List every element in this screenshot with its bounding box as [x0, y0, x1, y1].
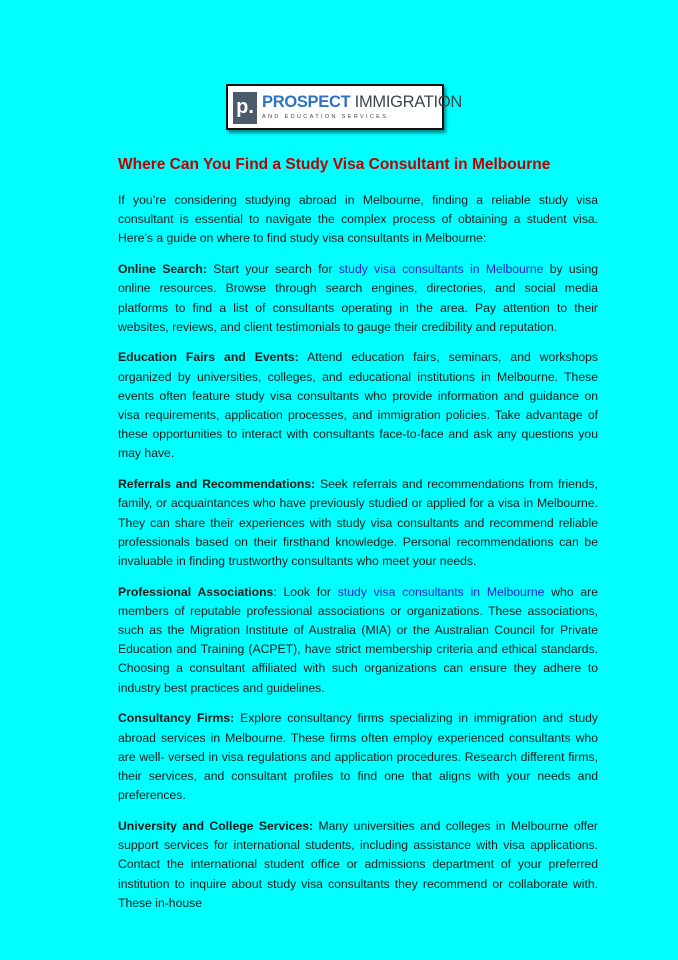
section-text: Many universities and colleges in Melbourne offer support services for international students, including assistance with visa applications. Contact the international student office or admissions department of your preferred institution to inquire about study visa consultants they recommend or collaborate with. These in-house	[118, 818, 598, 910]
article	[118, 154, 598, 924]
section-professional-associations	[118, 583, 598, 698]
section-text: Start your search for	[206, 262, 339, 277]
section-heading: Education Fairs and Events:	[118, 350, 299, 365]
section-text: : Look for	[273, 584, 338, 599]
section-education-fairs	[118, 348, 598, 463]
intro-paragraph: If you’re considering studying abroad in Melbourne, finding a reliable study visa consultant is essential to navigate the complex process of obtaining a student visa. Here’s a guide on where to find study visa consultants in Melbourne:	[118, 193, 598, 246]
section-heading: University and College Services:	[118, 818, 314, 833]
section-text: Attend education fairs, seminars, and workshops organized by universities, colleges, and educational institutions in Melbourne. These events often feature study visa consultants who provide information and guidance on visa requirements, application processes, and immigration policies. Take advantage of these opportunities to interact with consultants face-to-face and ask any questions you may have.	[118, 350, 599, 461]
section-referrals	[118, 475, 598, 571]
section-text: Explore consultancy firms specializing in immigration and study abroad services in Melbourne. These firms often employ experienced consultants who are well- versed in visa regulations and application procedures. Research different firms, their services, and consultant profiles to find one that aligns with your needs and preferences.	[118, 711, 598, 803]
section-text: Seek referrals and recommendations from friends, family, or acquaintances who have previously studied or applied for a visa in Melbourne. They can share their experiences with study visa consultants and recommend reliable professionals based on their firsthand knowledge. Personal recommendations can be invaluable in finding trustworthy consultants who meet your needs.	[118, 477, 598, 568]
consultants-link[interactable]: study visa consultants in Melbourne	[337, 584, 545, 599]
logo-name	[262, 93, 462, 111]
company-logo	[226, 84, 462, 130]
section-heading: Professional Associations	[118, 584, 274, 599]
section-heading: Online Search:	[118, 262, 207, 277]
logo-name-part1: PROSPECT	[262, 93, 351, 111]
section-heading: Consultancy Firms:	[118, 711, 235, 726]
consultants-link[interactable]: study visa consultants in Melbourne	[338, 262, 544, 277]
section-text: by using online resources. Browse through search engines, directories, and social media platforms to find a list of consultants operating in the area. Pay attention to their websites, reviews, and client testimonials to gauge their credibility and reputation.	[118, 262, 599, 334]
logo-name-part2: IMMIGRATION	[354, 93, 462, 111]
section-text: who are members of reputable professional associations or organizations. These associations, such as the Migration Institute of Australia (MIA) or the Australian Council for Private Education and Training (ACPET), have strict membership criteria and ethical standards. Choosing a consultant affiliated with such organizations can ensure they adhere to industry best practices and guidelines.	[118, 584, 598, 695]
logo-tagline: AND EDUCATION SERVICES	[262, 114, 389, 120]
section-heading: Referrals and Recommendations:	[118, 477, 316, 492]
section-online-search	[118, 260, 598, 337]
logo-mark: p.	[233, 92, 257, 124]
section-consultancy-firms	[118, 709, 598, 805]
article-title: Where Can You Find a Study Visa Consultant in Melbourne	[118, 156, 551, 173]
section-university-services	[118, 817, 598, 913]
